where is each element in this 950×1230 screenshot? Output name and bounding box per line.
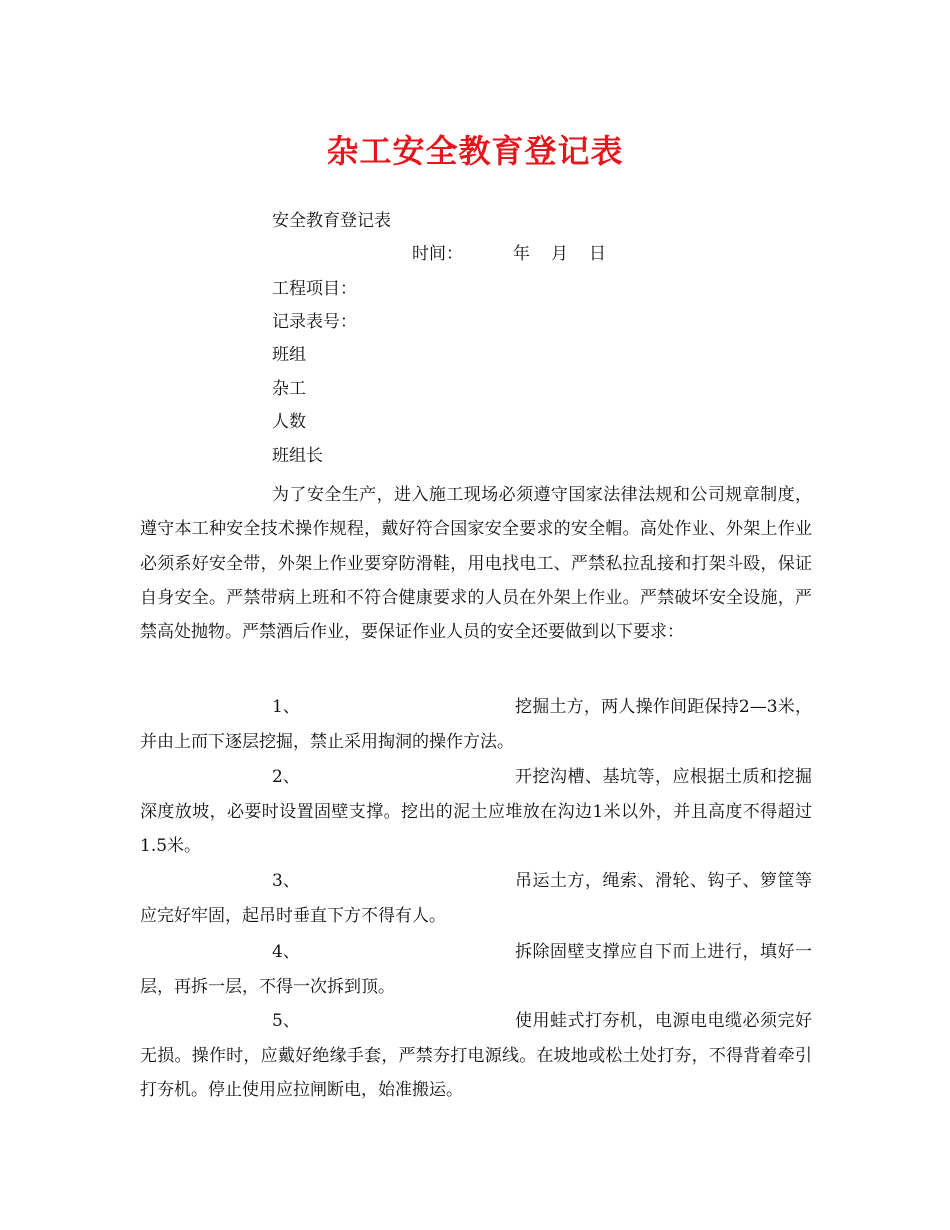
item-text: 挖掘土方，两人操作间距保持2—3米，并由上而下逐层挖掘，禁止采用掏洞的操作方法。 [140,697,812,752]
date-placeholder: 年 月 日 [513,244,608,264]
list-item [140,864,812,933]
item-number: 1、 [272,697,300,717]
field-team: 班组 [272,345,306,365]
field-project: 工程项目： [272,279,357,299]
list-item [140,760,812,864]
item-number: 2、 [272,767,300,787]
item-text: 拆除固壁支撑应自下而上进行，填好一层，再拆一层，不得一次拆到顶。 [140,942,812,997]
field-record-number: 记录表号： [272,312,357,332]
item-text: 使用蛙式打夯机，电源电电缆必须完好无损。操作时，应戴好绝缘手套，严禁夯打电源线。在坡地或松土处打夯，不得背着牵引打夯机。停止使用应拉闸断电，始准搬运。 [140,1011,812,1100]
field-trade: 杂工 [272,379,306,399]
list-item [140,690,812,759]
item-number: 3、 [272,871,300,891]
field-headcount: 人数 [272,412,306,432]
document-title: 杂工安全教育登记表 [326,132,624,170]
item-number: 4、 [272,942,300,962]
list-item [140,1004,812,1108]
time-label: 时间： [412,244,463,264]
list-item [140,935,812,1004]
subtitle: 安全教育登记表 [272,211,391,231]
field-team-leader: 班组长 [272,446,323,466]
item-text: 开挖沟槽、基坑等，应根据土质和挖掘深度放坡，必要时设置固壁支撑。挖出的泥土应堆放在沟边1米以外，并且高度不得超过1.5米。 [140,767,812,856]
item-number: 5、 [272,1011,300,1031]
item-text: 吊运土方，绳索、滑轮、钩子、箩筐等应完好牢固，起吊时垂直下方不得有人。 [140,871,812,926]
intro-paragraph: 为了安全生产，进入施工现场必须遵守国家法律法规和公司规章制度，遵守本工种安全技术操作规程，戴好符合国家安全要求的安全帽。高处作业、外架上作业必须系好安全带，外架上作业要穿防滑鞋，用电找电工、严禁私拉乱接和打架斗殴，保证自身安全。严禁带病上班和不符合健康要求的人员在外架上作业。严禁破坏安全设施，严禁高处抛物。严禁酒后作业，要保证作业人员的安全还要做到以下要求： [140,485,812,643]
